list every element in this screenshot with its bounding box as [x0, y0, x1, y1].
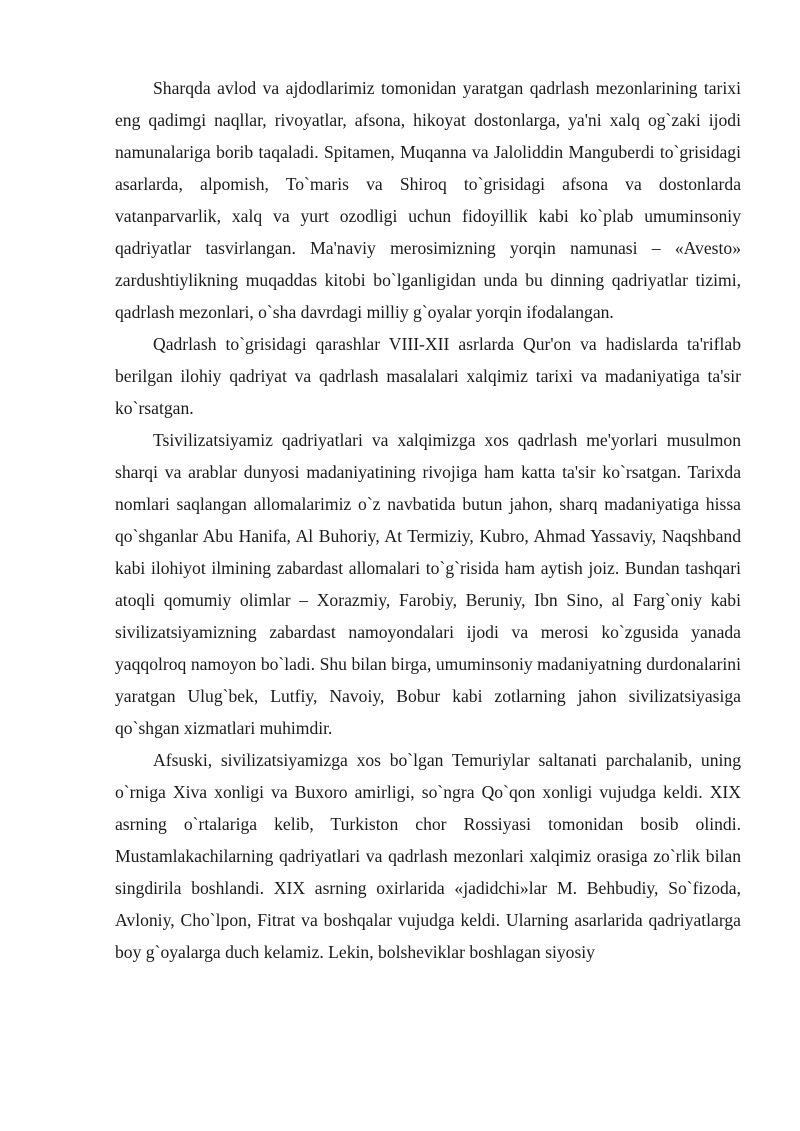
paragraph-4: Afsuski, sivilizatsiyamizga xos bo`lgan Temuriylar saltanati parchalanib, uning o`rniga Xiva xonligi va Buxoro amirligi, so`ngra Qo`qon xonligi vujudga keldi. XIX asrning o`rtalariga kelib, Turkiston chor Rossiyasi tomonidan bosib olindi. Mustamlakachilarning qadriyatlari va qadrlash mezonlari xalqimiz orasiga zo`rlik bilan singdirila boshlandi. XIX asrning oxirlarida «jadidchi»lar M. Behbudiy, So`fizoda, Avloniy, Cho`lpon, Fitrat va boshqalar vujudga keldi. Ularning asarlarida qadriyatlarga boy g`oyalarga duch kelamiz. Lekin, bolsheviklar boshlagan siyosiy — [115, 750, 741, 962]
document-page — [115, 72, 741, 968]
paragraph-3: Tsivilizatsiyamiz qadriyatlari va xalqimizga xos qadrlash me'yorlari musulmon sharqi va arablar dunyosi madaniyatining rivojiga ham katta ta'sir ko`rsatgan. Tarixda nomlari saqlangan allomalarimiz o`z navbatida butun jahon, sharq madaniyatiga hissa qo`shganlar Abu Hanifa, Al Buhoriy, At Termiziy, Kubro, Ahmad Yassaviy, Naqshband kabi ilohiyot ilmining zabardast allomalari to`g`risida ham aytish joiz. Bundan tashqari atoqli qomumiy olimlar – Xorazmiy, Farobiy, Beruniy, Ibn Sino, al Farg`oniy kabi sivilizatsiyamizning zabardast namoyondalari ijodi va merosi ko`zgusida yanada yaqqolroq namoyon bo`ladi. Shu bilan birga, umuminsoniy madaniyatning durdonalarini yaratgan Ulug`bek, Lutfiy, Navoiy, Bobur kabi zotlarning jahon sivilizatsiyasiga qo`shgan xizmatlari muhimdir. — [115, 430, 741, 738]
paragraph-1: Sharqda avlod va ajdodlarimiz tomonidan yaratgan qadrlash mezonlarining tarixi eng qadimgi naqllar, rivoyatlar, afsona, hikoyat dostonlarga, ya'ni xalq og`zaki ijodi namunalariga borib taqaladi. Spitamen, Muqanna va Jaloliddin Manguberdi to`grisidagi asarlarda, alpomish, To`maris va Shiroq to`grisidagi afsona va dostonlarda vatanparvarlik, xalq va yurt ozodligi uchun fidoyillik kabi ko`plab umuminsoniy qadriyatlar tasvirlangan. Ma'naviy merosimizning yorqin namunasi – «Avesto» zardushtiylikning muqaddas kitobi bo`lganligidan unda bu dinning qadriyatlar tizimi, qadrlash mezonlari, o`sha davrdagi milliy g`oyalar yorqin ifodalangan. — [115, 78, 741, 322]
paragraph-2: Qadrlash to`grisidagi qarashlar VIII-XII asrlarda Qur'on va hadislarda ta'riflab berilgan ilohiy qadriyat va qadrlash masalalari xalqimiz tarixi va madaniyatiga ta'sir ko`rsatgan. — [115, 334, 741, 418]
